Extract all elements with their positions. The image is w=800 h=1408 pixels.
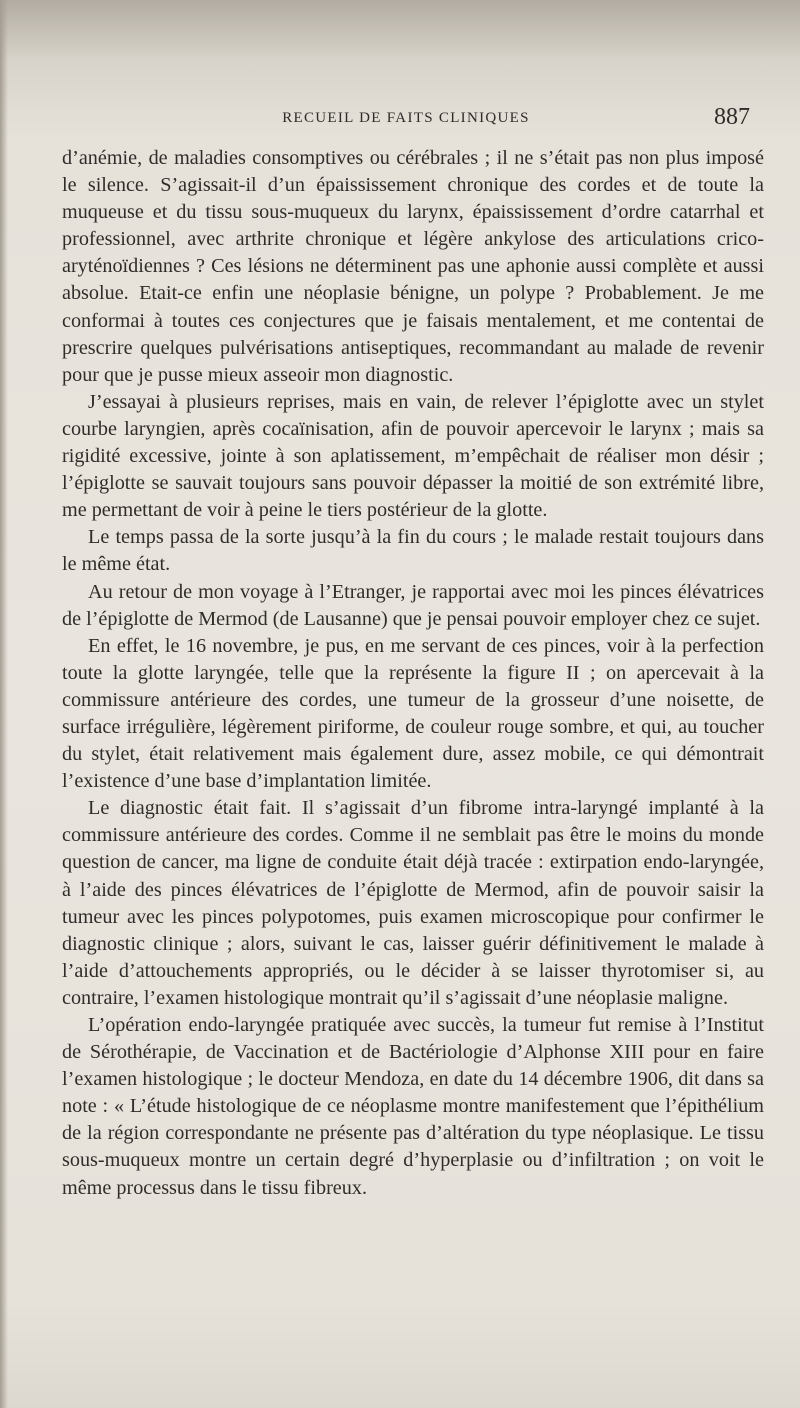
body-text bbox=[62, 145, 764, 1202]
paragraph: J’essayai à plusieurs reprises, mais en vain, de relever l’épiglotte avec un stylet courbe laryngien, après cocaïnisation, afin de pouvoir apercevoir le larynx ; mais sa rigidité excessive, jointe à son aplatissement, m’empêchait de réaliser mon désir ; l’épiglotte se sauvait toujours sans pouvoir dépasser la moitié de son extrémité libre, me permettant de voir à peine le tiers postérieur de la glotte. bbox=[62, 390, 764, 522]
paragraph: En effet, le 16 novembre, je pus, en me servant de ces pinces, voir à la perfection toute la glotte laryngée, telle que la représente la figure II ; on apercevait à la commissure antérieure des cordes, une tumeur de la grosseur d’une noisette, de surface irrégulière, légèrement piriforme, de couleur rouge sombre, et qui, au toucher du stylet, était relativement mais également dure, assez mobile, ce qui démontrait l’existence d’une base d’implantation limitée. bbox=[62, 634, 764, 793]
paragraph: L’opération endo-laryngée pratiquée avec succès, la tumeur fut remise à l’Institut de Sérothérapie, de Vaccination et de Bactériologie d’Alphonse XIII pour en faire l’examen histologique ; le docteur Mendoza, en date du 14 décembre 1906, dit dans sa note : « L’étude histologique de ce néoplasme montre manifestement que l’épithélium de la région correspondante ne présente pas d’altération du type néoplasique. Le tissu sous-muqueux montre un certain degré d’hyperplasie ou d’infiltration ; on voit le même processus dans le tissu fibreux. bbox=[62, 1014, 764, 1199]
page-number: 887 bbox=[714, 104, 750, 130]
page-edge-shadow bbox=[0, 0, 8, 1408]
paragraph: Le temps passa de la sorte jusqu’à la fin du cours ; le malade restait toujours dans le même état. bbox=[62, 526, 764, 576]
page-header bbox=[62, 104, 750, 138]
running-title: RECUEIL DE FAITS CLINIQUES bbox=[282, 110, 530, 126]
paragraph: d’anémie, de maladies consomptives ou cérébrales ; il ne s’était pas non plus imposé le silence. S’agissait-il d’un épaississement chronique des cordes et de toute la muqueuse et du tissu sous-muqueux du larynx, épaississement d’ordre catarrhal et professionnel, avec arthrite chronique et légère ankylose des articulations crico-aryténoïdiennes ? Ces lésions ne déterminent pas une aphonie aussi complète et aussi absolue. Etait-ce enfin une néoplasie bénigne, un polype ? Probablement. Je me conformai à toutes ces conjectures que je faisais mentalement, et me contentai de prescrire quelques pulvérisations antiseptiques, recommandant au malade de revenir pour que je pusse mieux asseoir mon diagnostic. bbox=[62, 147, 764, 386]
paragraph: Au retour de mon voyage à l’Etranger, je rapportai avec moi les pinces élévatrices de l’épiglotte de Mermod (de Lausanne) que je pensai pouvoir employer chez ce sujet. bbox=[62, 580, 764, 630]
paragraph: Le diagnostic était fait. Il s’agissait d’un fibrome intra-laryngé implanté à la commissure antérieure des cordes. Comme il ne semblait pas être le moins du monde question de cancer, ma ligne de conduite était déjà tracée : extirpation endo-laryngée, à l’aide des pinces élévatrices de l’épiglotte de Mermod, afin de pouvoir saisir la tumeur avec les pinces polypotomes, puis examen microscopique pour confirmer le diagnostic clinique ; alors, suivant le cas, laisser guérir définitivement le malade à l’aide d’attouchements appropriés, ou le décider à se laisser thyrotomiser si, au contraire, l’examen histologique montrait qu’il s’agissait d’une néoplasie maligne. bbox=[62, 797, 764, 1009]
